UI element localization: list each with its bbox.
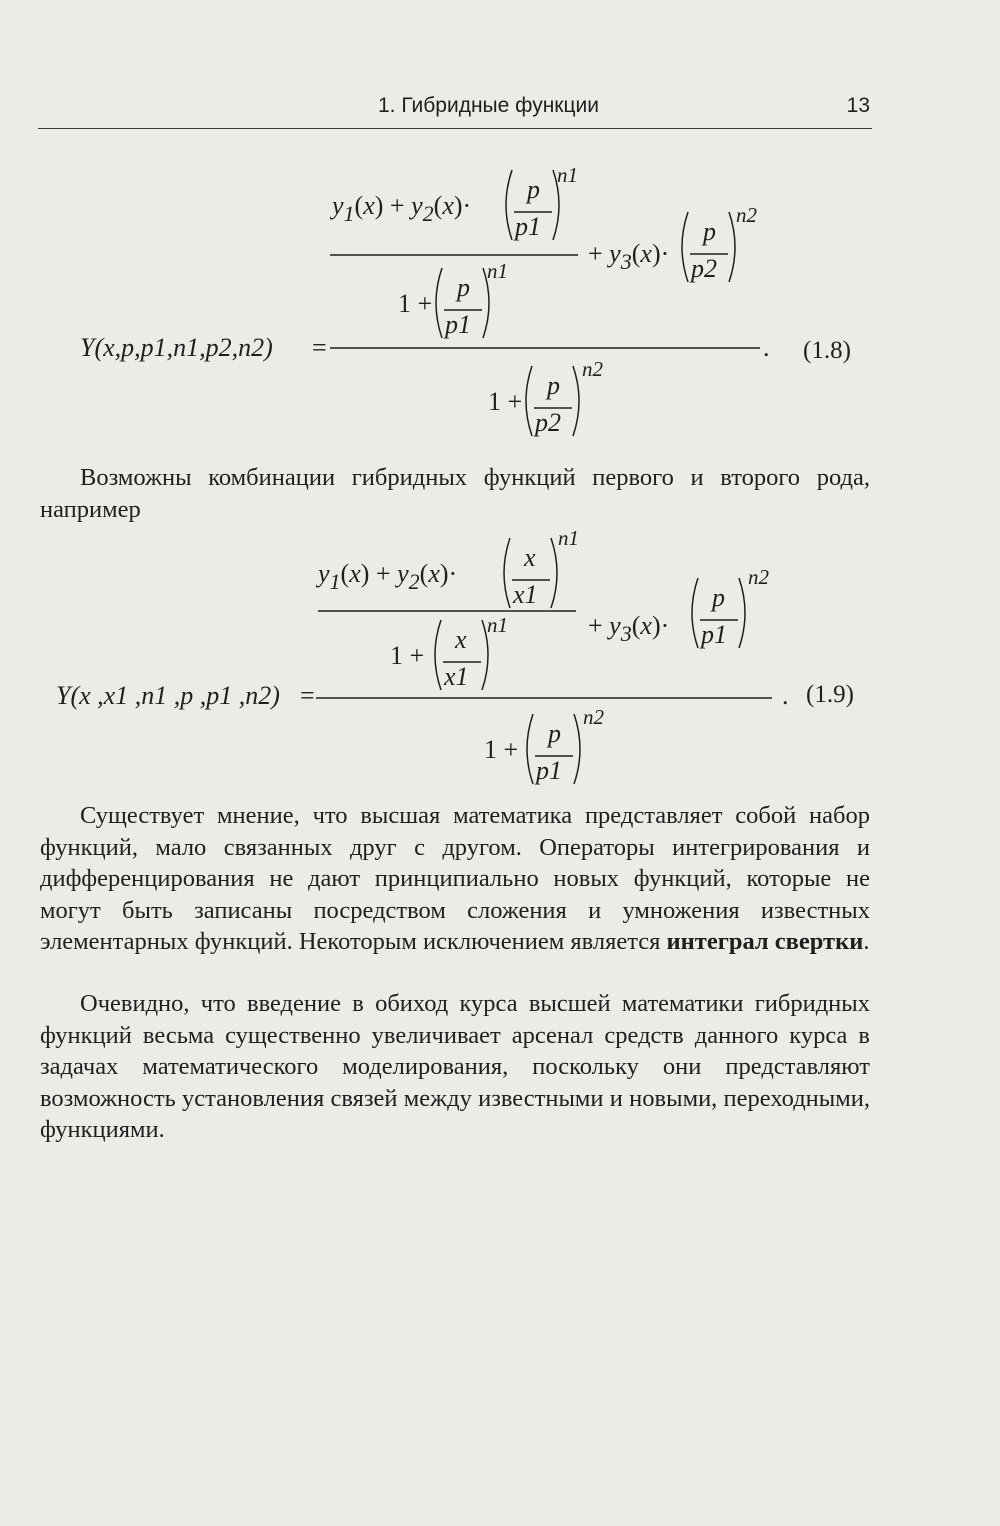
formula-1-9 xyxy=(0,520,1000,790)
paragraph-2-end: . xyxy=(863,928,870,956)
svg-text:n1: n1 xyxy=(487,259,508,283)
formula-1-9-lhs: Y(x ,x1 ,n1 ,p ,p1 ,n2) xyxy=(56,681,280,710)
svg-text:1 +: 1 + xyxy=(488,387,523,416)
term-convolution-integral: интеграл свертки xyxy=(666,928,864,956)
svg-text:n2: n2 xyxy=(736,203,757,227)
svg-text:p1: p1 xyxy=(536,756,562,785)
svg-text:=: = xyxy=(300,681,315,710)
svg-text:n2: n2 xyxy=(583,705,604,729)
svg-text:n1: n1 xyxy=(487,613,508,637)
svg-text:x: x xyxy=(524,543,536,572)
svg-text:+ y3(x)·: + $y_3(x)\cdot$ xyxy=(588,239,670,274)
running-header xyxy=(38,92,872,129)
svg-text:p: p xyxy=(703,217,716,246)
equation-number-1-9: (1.9) xyxy=(806,681,854,708)
formula-1-8-lhs: Y(x,p,p1,n1,p2,n2) xyxy=(80,333,273,362)
paragraph-2 xyxy=(40,800,870,958)
svg-text:1 +: 1 + xyxy=(484,735,519,764)
svg-text:n1: n1 xyxy=(557,163,578,187)
svg-text:n2: n2 xyxy=(748,565,769,589)
svg-text:x: x xyxy=(455,625,467,654)
svg-text:p: p xyxy=(457,273,470,302)
svg-text:p2: p2 xyxy=(535,408,561,437)
paragraph-1: Возможны комбинации гибридных функций первого и второго рода, например xyxy=(40,464,870,523)
svg-text:+ y3(x)·: + $y_3(x)\cdot$ xyxy=(588,611,670,646)
svg-text:p1: p1 xyxy=(701,620,727,649)
paragraph-3: Очевидно, что введение в обиход курса высшей математики гибридных функций весьма существенно увеличивает арсенал средств данного курса в задачах математического моделирования, поскольку они представляют возможность установления связей между известными и новыми, переходными, функциями. xyxy=(40,990,870,1144)
svg-text:p2: p2 xyxy=(691,254,717,283)
svg-text:n1: n1 xyxy=(558,526,579,550)
svg-text:p: p xyxy=(527,175,540,204)
svg-text:1 +: 1 + xyxy=(398,289,433,318)
svg-text:p: p xyxy=(712,583,725,612)
svg-text:y1(x) + y2(x)·: $y_1(x) + y_2(x)\cdot$ xyxy=(332,191,472,226)
page-number: 13 xyxy=(846,94,870,117)
svg-text:p1: p1 xyxy=(515,212,541,241)
formula-1-8 xyxy=(0,150,1000,450)
svg-text:x1: x1 xyxy=(444,662,469,691)
svg-text:p: p xyxy=(547,371,560,400)
svg-text:=: = xyxy=(312,333,327,362)
svg-text:p1: p1 xyxy=(445,310,471,339)
svg-text:1 +: 1 + xyxy=(390,641,425,670)
svg-text:.: . xyxy=(763,333,770,362)
svg-text:y1(x) + y2(x)·: $y_1(x) + y_2(x)\cdot$ xyxy=(318,559,458,594)
formula-1-8-svg xyxy=(0,150,1000,450)
paragraph-2-text: Существует мнение, что высшая математика представляет собой набор функций, мало связанных друг с другом. Операторы интегрирования и дифференцирования не дают принципиально новых функций, которые не могут быть записаны посредством сложения и умножения известных элементарных функций. Некоторым исключением является xyxy=(40,802,870,956)
svg-text:.: . xyxy=(782,681,789,710)
svg-text:x1: x1 xyxy=(513,580,538,609)
svg-text:n2: n2 xyxy=(582,357,603,381)
svg-text:p: p xyxy=(548,719,561,748)
chapter-title: 1. Гибридные функции xyxy=(378,94,599,117)
formula-1-9-svg xyxy=(0,520,1000,790)
equation-number-1-8: (1.8) xyxy=(803,337,851,364)
